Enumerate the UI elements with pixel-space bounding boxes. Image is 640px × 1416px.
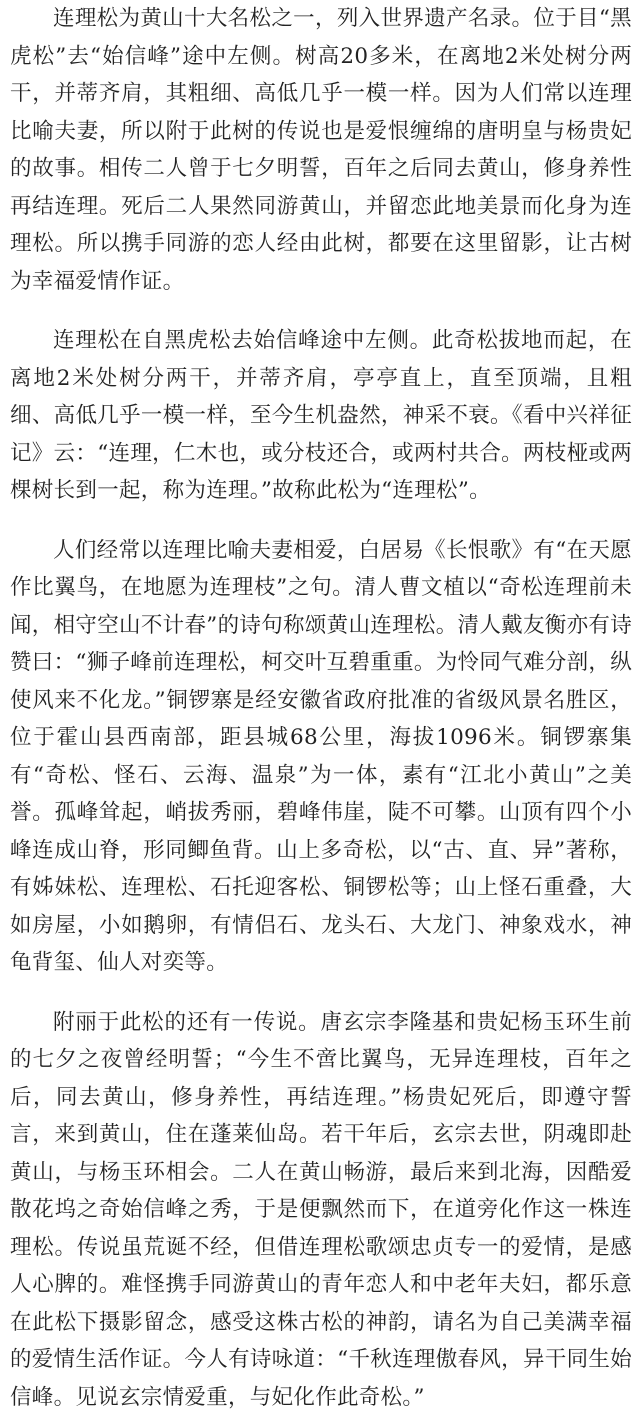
article-paragraph-2: 连理松在自黑虎松去始信峰途中左侧。此奇松拔地而起，在离地2米处树分两干，并蒂齐肩，亭亭直上，直至顶端，且粗细、高低几乎一模一样，至今生机盎然，神采不衰。《看中兴祥征记》云：“连理，仁木也，或分枝还合，或两村共合。两枝桠或两棵树长到一起，称为连理。”故称此松为“连理松”。: [10, 322, 632, 510]
article-paragraph-4: 附丽于此松的还有一传说。唐玄宗李隆基和贵妃杨玉环生前的七夕之夜曾经明誓；“今生不啻比翼鸟，无异连理枝，百年之后，同去黄山，修身养性，再结连理。”杨贵妃死后，即遵守誓言，来到黄山，住在蓬莱仙岛。若干年后，玄宗去世，阴魂即赴黄山，与杨玉环相会。二人在黄山畅游，最后来到北海，因酷爱散花坞之奇始信峰之秀，于是便飘然而下，在道旁化作这一株连理松。传说虽荒诞不经，但借连理松歌颂忠贞专一的爱情，是感人心脾的。难怪携手同游黄山的青年恋人和中老年夫妇，都乐意在此松下摄影留念，感受这株古松的神韵，请名为自己美满幸福的爱情生活作证。今人有诗咏道：“千秋连理傲春风，异干同生始信峰。见说玄宗情爱重，与妃化作此奇松。”: [10, 1004, 632, 1416]
article-paragraph-1: 连理松为黄山十大名松之一，列入世界遗产名录。位于目“黑虎松”去“始信峰”途中左侧。树高20多米，在离地2米处树分两干，并蒂齐肩，其粗细、高低几乎一模一样。因为人们常以连理比喻夫妻，所以附于此树的传说也是爱恨缠绵的唐明皇与杨贵妃的故事。相传二人曾于七夕明誓，百年之后同去黄山，修身养性再结连理。死后二人果然同游黄山，并留恋此地美景而化身为连理松。所以携手同游的恋人经由此树，都要在这里留影，让古树为幸福爱情作证。: [10, 0, 632, 300]
article-body: [10, 0, 632, 1416]
article-paragraph-3: 人们经常以连理比喻夫妻相爱，白居易《长恨歌》有“在天愿作比翼鸟，在地愿为连理枝”之句。清人曹文植以“奇松连理前未闻，相守空山不计春”的诗句称颂黄山连理松。清人戴友衡亦有诗赞曰：“狮子峰前连理松，柯交叶互碧重重。为怜同气难分剖，纵使风来不化龙。”铜锣寨是经安徽省政府批准的省级风景名胜区，位于霍山县西南部，距县城68公里，海拔1096米。铜锣寨集有“奇松、怪石、云海、温泉”为一体，素有“江北小黄山”之美誉。孤峰耸起，峭拔秀丽，碧峰伟崖，陡不可攀。山顶有四个小峰连成山脊，形同鲫鱼背。山上多奇松，以“古、直、异”著称，有姊妹松、连理松、石托迎客松、铜锣松等；山上怪石重叠，大如房屋，小如鹅卵，有情侣石、龙头石、大龙门、神象戏水，神龟背玺、仙人对奕等。: [10, 532, 632, 982]
